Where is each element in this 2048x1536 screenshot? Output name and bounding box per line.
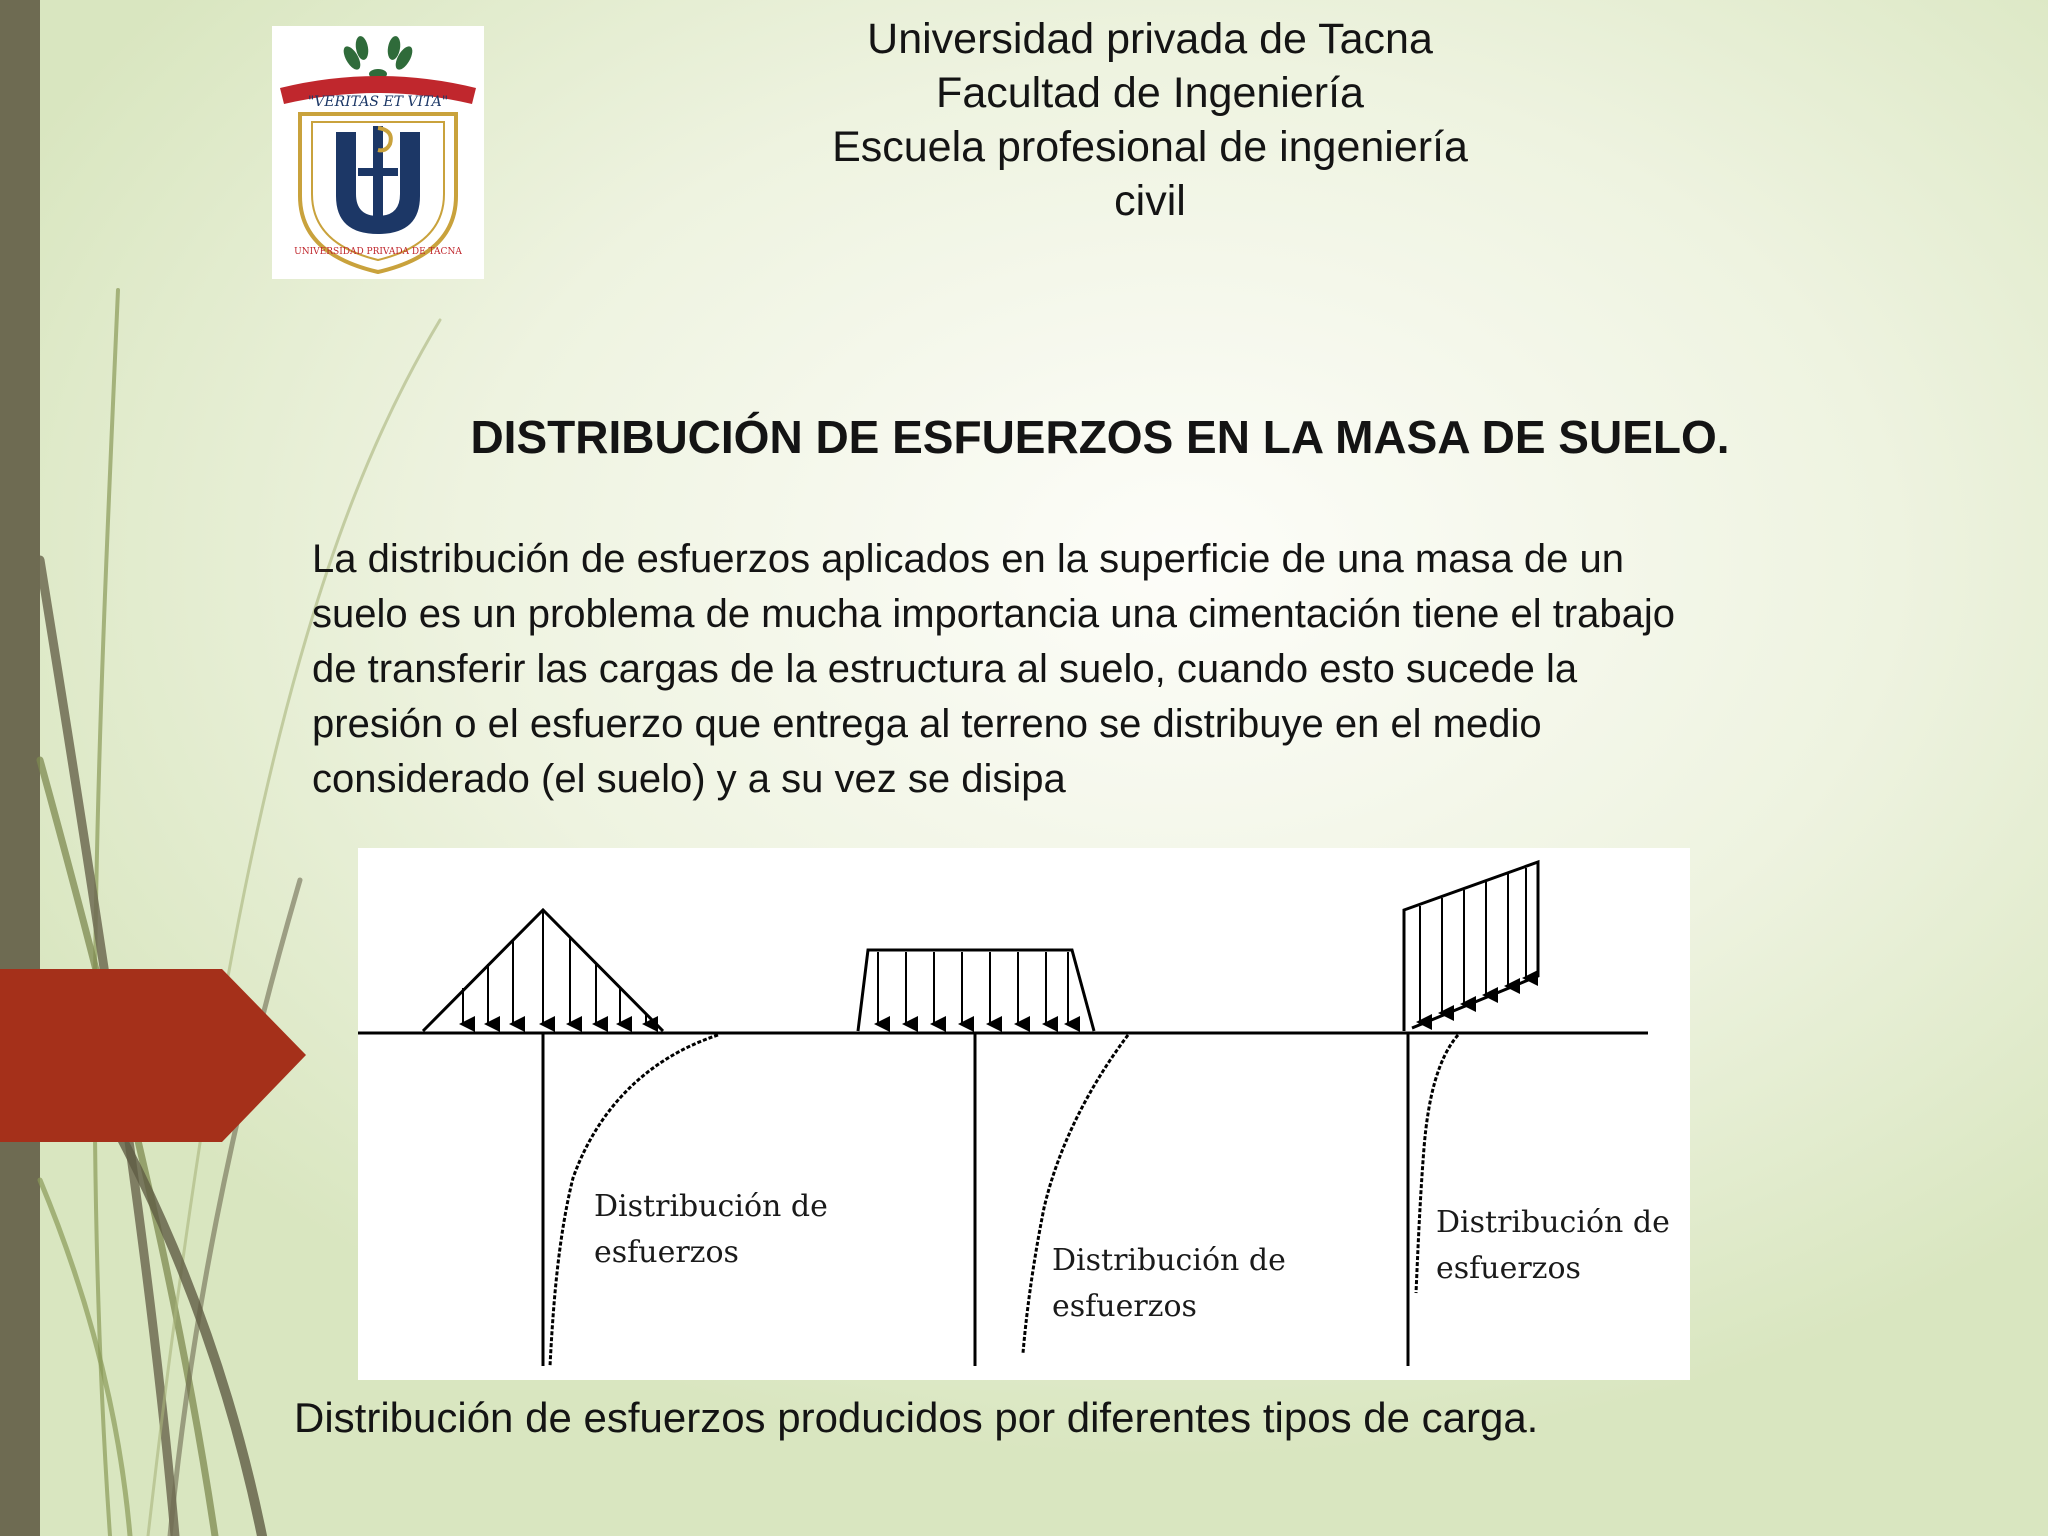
accent-arrow-shape bbox=[0, 969, 306, 1142]
body-line: La distribución de esfuerzos aplicados en la superficie de una masa de un bbox=[312, 537, 1624, 581]
figure-label-line: esfuerzos bbox=[1436, 1251, 1581, 1286]
figure-label-2 bbox=[1052, 1238, 1286, 1330]
university-seal-icon bbox=[272, 26, 484, 279]
triangular-load bbox=[423, 910, 718, 1366]
header-school-cont: civil bbox=[1114, 177, 1186, 225]
stress-diagram bbox=[358, 848, 1690, 1380]
figure-caption: Distribución de esfuerzos producidos por diferentes tipos de carga. bbox=[294, 1394, 1539, 1441]
stress-distribution-figure bbox=[358, 848, 1690, 1380]
figure-label-line: esfuerzos bbox=[594, 1235, 739, 1270]
figure-label-3 bbox=[1436, 1200, 1670, 1292]
figure-label-line: esfuerzos bbox=[1052, 1289, 1197, 1324]
figure-label-line: Distribución de bbox=[1436, 1205, 1670, 1240]
laurel-icon bbox=[340, 35, 415, 79]
header-faculty: Facultad de Ingeniería bbox=[936, 69, 1364, 117]
header-university: Universidad privada de Tacna bbox=[867, 15, 1433, 63]
figure-label-line: Distribución de bbox=[594, 1189, 828, 1224]
logo-motto: "VERITAS ET VITA" bbox=[307, 94, 449, 110]
body-line: de transferir las cargas de la estructura al suelo, cuando esto sucede la bbox=[312, 647, 1578, 691]
university-logo bbox=[272, 26, 484, 279]
figure-label-line: Distribución de bbox=[1052, 1243, 1286, 1278]
body-line: suelo es un problema de mucha importancia una cimentación tiene el trabajo bbox=[312, 592, 1676, 636]
logo-ring-text: UNIVERSIDAD PRIVADA DE TACNA bbox=[294, 247, 462, 257]
header-school: Escuela profesional de ingeniería bbox=[832, 123, 1468, 171]
slide-title: DISTRIBUCIÓN DE ESFUERZOS EN LA MASA DE SUELO. bbox=[470, 411, 1730, 463]
body-line: considerado (el suelo) y a su vez se disipa bbox=[312, 757, 1066, 801]
figure-label-1 bbox=[594, 1184, 828, 1276]
body-paragraph bbox=[312, 532, 1892, 807]
sidebar-bar bbox=[0, 0, 40, 1536]
body-line: presión o el esfuerzo que entrega al terreno se distribuye en el medio bbox=[312, 702, 1542, 746]
